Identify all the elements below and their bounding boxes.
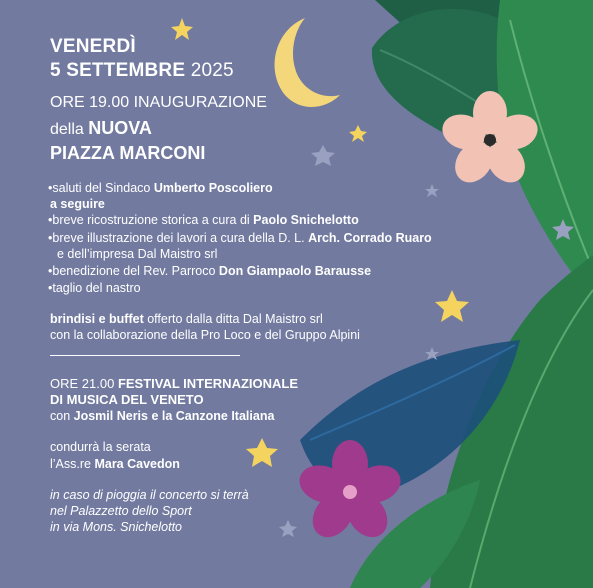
buffet-line (50, 311, 323, 327)
star-icon (171, 18, 193, 40)
star-icon (279, 520, 297, 537)
program-text: •saluti del Sindaco (48, 181, 154, 195)
moon-icon (275, 18, 340, 107)
program-name: Arch. Corrado Ruaro (308, 231, 432, 245)
divider (50, 355, 240, 356)
star-icon (425, 184, 439, 197)
program-text: •breve ricostruzione storica a cura di (48, 213, 254, 227)
program-item (48, 212, 359, 228)
program-item-cont: e dell’impresa Dal Maistro srl (57, 247, 218, 261)
host-line1: condurrà la serata (50, 440, 151, 454)
program-item (48, 180, 273, 196)
festival-title: FESTIVAL INTERNAZIONALE (117, 376, 299, 391)
star-icon (435, 290, 469, 322)
program-then: a seguire (50, 197, 105, 211)
program-item: •taglio del nastro (48, 281, 141, 295)
rain-line2: nel Palazzetto dello Sport (50, 504, 192, 518)
day-month: 5 SETTEMBRE (50, 60, 186, 81)
event-date (50, 60, 234, 82)
festival-line2: DI MUSICA DEL VENETO (50, 392, 204, 407)
festival-artist: Josmil Neris e la Canzone Italiana (73, 409, 275, 423)
inauguration-title: PIAZZA MARCONI (50, 143, 206, 163)
host-line2 (50, 456, 180, 472)
rain-line3: in via Mons. Snichelotto (50, 520, 183, 534)
festival-line1 (50, 376, 298, 392)
buffet-bold: brindisi e buffet (50, 312, 144, 326)
festival-time: ORE 21.00 (50, 376, 118, 391)
buffet-rest: offerto dalla ditta Dal Maistro srl (143, 312, 323, 326)
program-name: Umberto Poscoliero (153, 181, 273, 195)
program-name: Don Giampaolo Barausse (218, 264, 372, 278)
program-text: •breve illustrazione dei lavori a cura della D. L. (48, 231, 309, 245)
inauguration-time: ORE 19.00 INAUGURAZIONE (50, 94, 267, 111)
program-name: Paolo Snichelotto (253, 213, 359, 227)
inauguration-prefix: della (50, 121, 89, 138)
host-name: Mara Cavedon (94, 457, 180, 471)
host-prefix: l’Ass.re (50, 457, 95, 471)
star-icon (349, 125, 367, 142)
inauguration-nuova: NUOVA (88, 118, 152, 138)
star-icon (246, 438, 278, 467)
program-item (48, 263, 371, 279)
buffet-line2: con la collaborazione della Pro Loco e del Gruppo Alpini (50, 328, 360, 342)
program-text: •benedizione del Rev. Parroco (48, 264, 219, 278)
festival-line3 (50, 408, 274, 424)
festival-with: con (50, 409, 74, 423)
rain-line1: in caso di pioggia il concerto si terrà (50, 488, 249, 502)
inauguration-subtitle (50, 118, 152, 139)
program-item (48, 230, 432, 246)
star-icon (311, 145, 335, 166)
weekday: VENERDÌ (50, 36, 136, 57)
year: 2025 (190, 60, 234, 81)
